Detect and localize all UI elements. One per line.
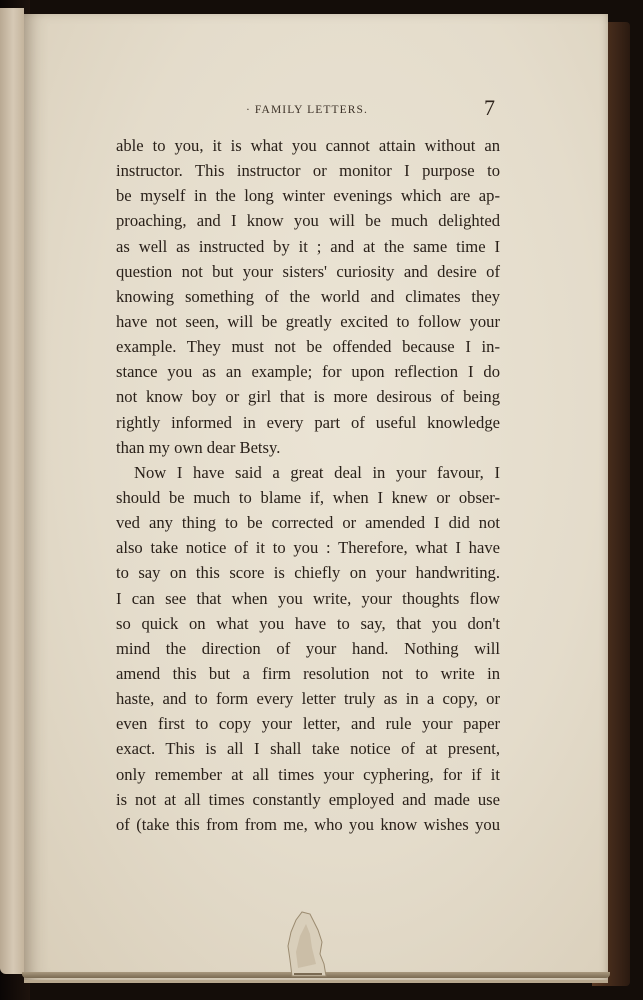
text-line: Now I have said a great deal in your favour, I <box>134 462 500 482</box>
text-line: so quick on what you have to say, that you don't <box>116 613 500 633</box>
text-line: exact. This is all I shall take notice of at present, <box>116 739 500 759</box>
text-line: to say on this score is chiefly on your handwriting. <box>116 563 500 583</box>
text-line: haste, and to form every letter truly as in a copy, or <box>116 689 500 709</box>
text-line: instructor. This instructor or monitor I purpose to <box>116 161 500 181</box>
text-line: ved any thing to be corrected or amended I did not <box>116 513 500 533</box>
text-line: mind the direction of your hand. Nothing will <box>116 638 500 658</box>
text-line: knowing something of the world and climates they <box>116 286 500 306</box>
page-number: 7 <box>484 95 495 120</box>
text-line: stance you as an example; for upon reflection I do <box>116 362 500 382</box>
text-line: as well as instructed by it ; and at the same time I <box>116 236 500 256</box>
text-line: be myself in the long winter evenings which are ap- <box>116 186 500 206</box>
text-line: than my own dear Betsy. <box>116 437 281 457</box>
text-line: question not but your sisters' curiosity and desire of <box>116 261 500 281</box>
text-line: only remember at all times your cyphering, for if it <box>116 764 500 784</box>
text-line: is not at all times constantly employed and made use <box>116 789 500 809</box>
page-tear-mark <box>282 908 330 978</box>
left-page-edge <box>0 8 24 974</box>
text-line: not know boy or girl that is more desirous of being <box>116 387 500 407</box>
text-line: should be much to blame if, when I knew or obser- <box>116 487 500 507</box>
running-title: · FAMILY LETTERS. <box>246 104 368 116</box>
text-line: even first to copy your letter, and rule your paper <box>116 714 500 734</box>
text-line: rightly informed in every part of useful knowledge <box>116 412 500 432</box>
text-line: have not seen, will be greatly excited to follow your <box>116 311 500 331</box>
text-line: able to you, it is what you cannot attain without an <box>116 136 500 155</box>
text-line: amend this but a firm resolution not to write in <box>116 663 500 683</box>
text-line: also take notice of it to you : Therefore, what I have <box>116 538 500 558</box>
text-line: of (take this from from me, who you know wishes you <box>116 814 500 834</box>
body-text <box>116 133 500 837</box>
text-line: proaching, and I know you will be much delighted <box>116 211 500 231</box>
text-line: I can see that when you write, your thoughts flow <box>116 588 500 608</box>
text-line: example. They must not be offended because I in- <box>116 337 500 357</box>
